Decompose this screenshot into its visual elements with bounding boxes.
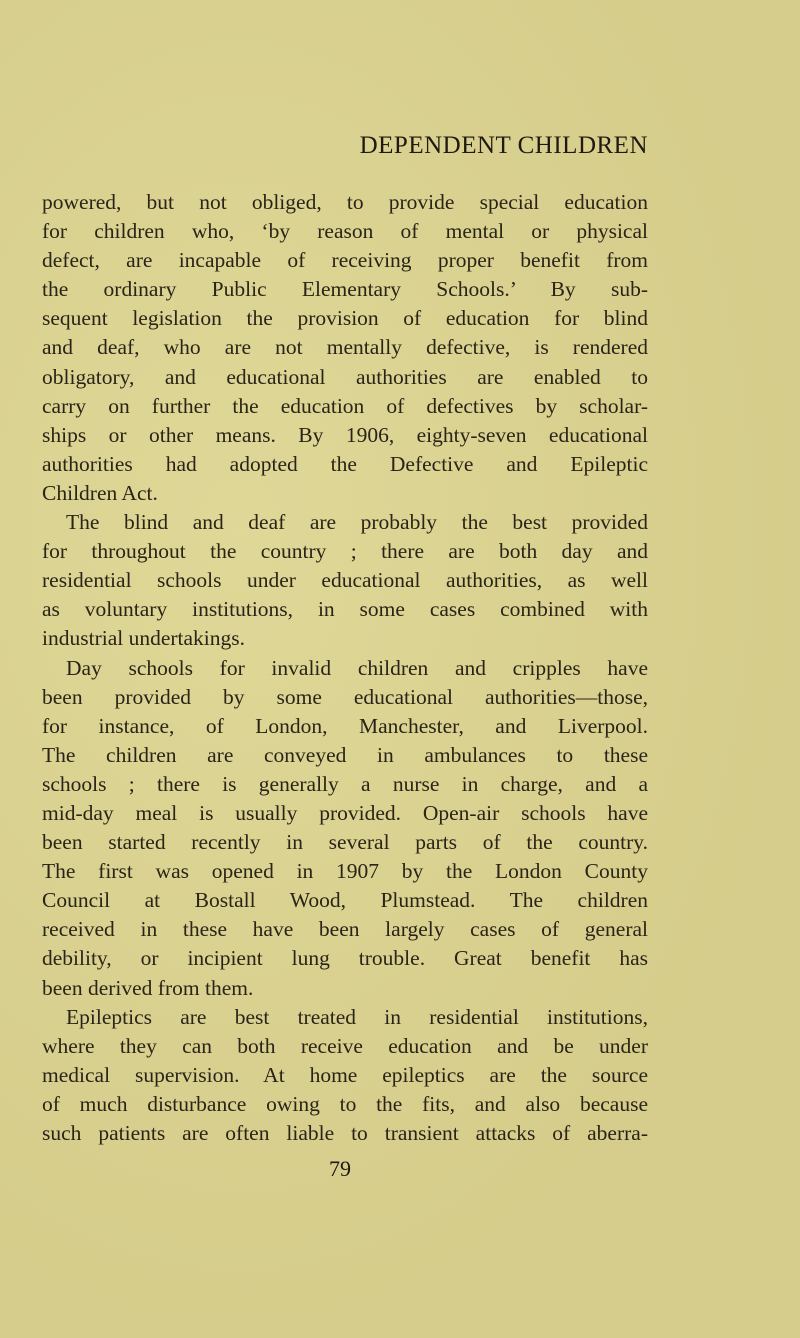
running-head: DEPENDENT CHILDREN xyxy=(359,132,648,159)
text-line: been provided by some educational authorities—those, xyxy=(42,684,648,709)
text-line: such patients are often liable to transient attacks of aberra- xyxy=(42,1121,648,1145)
text-line: authorities had adopted the Defective and Epileptic xyxy=(42,451,648,476)
text-line: schools ; there is generally a nurse in charge, and a xyxy=(42,771,648,796)
text-line: been started recently in several parts of the country. xyxy=(42,830,648,855)
text-line: as voluntary institutions, in some cases combined with xyxy=(42,597,648,622)
text-line: residential schools under educational authorities, as well xyxy=(42,568,648,593)
text-line: The blind and deaf are probably the best provided xyxy=(66,510,648,535)
page-number: 79 xyxy=(329,1156,351,1181)
text-line: The children are conveyed in ambulances to these xyxy=(42,742,648,767)
text-line: sequent legislation the provision of education for blind xyxy=(42,306,648,331)
text-line: medical supervision. At home epileptics are the source xyxy=(42,1062,648,1087)
text-line: industrial undertakings. xyxy=(42,626,246,651)
paragraph xyxy=(42,1003,648,1148)
text-line: and deaf, who are not mentally defective, is rendered xyxy=(42,335,648,360)
text-line: the ordinary Public Elementary Schools.’ By sub- xyxy=(42,277,648,302)
paragraph xyxy=(42,654,648,1003)
text-line: The first was opened in 1907 by the London County xyxy=(42,859,648,884)
text-line: debility, or incipient lung trouble. Great benefit has xyxy=(42,946,648,971)
text-line: for children who, ‘by reason of mental or physical xyxy=(42,219,648,244)
text-line: ships or other means. By 1906, eighty-seven educational xyxy=(42,422,648,447)
text-line: been derived from them. xyxy=(42,975,254,1000)
paragraph xyxy=(42,508,648,653)
paragraph xyxy=(42,188,648,508)
text-line: obligatory, and educational authorities are enabled to xyxy=(42,364,648,389)
text-line: for instance, of London, Manchester, and Liverpool. xyxy=(42,713,648,738)
text-line: Children Act. xyxy=(42,480,158,505)
text-line: Council at Bostall Wood, Plumstead. The children xyxy=(42,888,648,913)
text-line: powered, but not obliged, to provide special education xyxy=(42,190,648,214)
text-line: received in these have been largely cases of general xyxy=(42,917,648,942)
text-line: Day schools for invalid children and cripples have xyxy=(66,655,648,680)
text-line: of much disturbance owing to the fits, and also because xyxy=(42,1091,648,1116)
text-line: Epileptics are best treated in residential institutions, xyxy=(66,1004,648,1029)
text-line: defect, are incapable of receiving proper benefit from xyxy=(42,248,648,273)
body-text xyxy=(42,188,648,1148)
text-line: for throughout the country ; there are both day and xyxy=(42,539,648,564)
text-line: where they can both receive education and be under xyxy=(42,1033,648,1058)
text-line: carry on further the education of defectives by scholar- xyxy=(42,393,648,418)
text-line: mid-day meal is usually provided. Open-air schools have xyxy=(42,800,648,825)
